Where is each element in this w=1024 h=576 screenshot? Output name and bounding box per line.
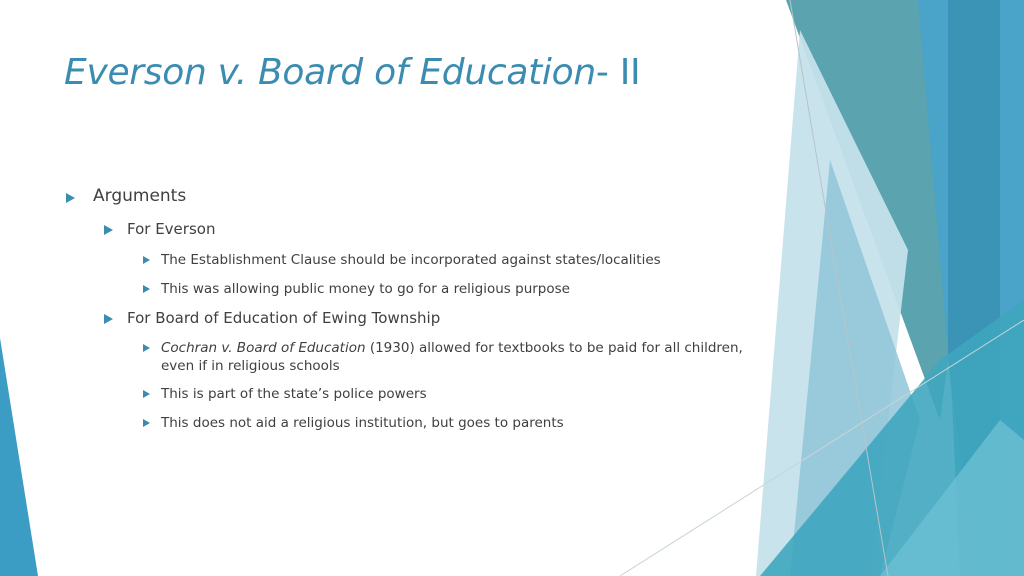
bullet-cochran — [161, 339, 743, 375]
bullet-arrow-icon — [143, 344, 150, 352]
bullet-arrow-icon — [104, 225, 113, 235]
bullet-police-powers: This is part of the state’s police powers — [161, 386, 427, 402]
bullet-arguments: Arguments — [93, 186, 187, 206]
bullet-for-board: For Board of Education of Ewing Township — [127, 309, 441, 327]
cochran-text: (1930) allowed for textbooks to be paid for all children, — [365, 340, 743, 356]
bullet-arrow-icon — [143, 390, 150, 398]
cochran-text-line2: even if in religious schools — [161, 358, 340, 374]
bullet-for-everson: For Everson — [127, 220, 216, 238]
bullet-arrow-icon — [104, 314, 113, 324]
bullet-arrow-icon — [143, 285, 150, 293]
cochran-case-name: Cochran v. Board of Education — [161, 340, 366, 356]
bullet-arrow-icon — [66, 193, 75, 203]
bullet-arrow-icon — [143, 419, 150, 427]
bullet-everson-point-1: The Establishment Clause should be incorporated against states/localities — [161, 252, 661, 268]
title-suffix: - II — [595, 52, 641, 93]
bullet-parents: This does not aid a religious institution, but goes to parents — [161, 415, 564, 431]
title-case-name: Everson v. Board of Education — [64, 52, 596, 93]
bullet-everson-point-2: This was allowing public money to go for a religious purpose — [161, 281, 570, 297]
bullet-arrow-icon — [143, 256, 150, 264]
